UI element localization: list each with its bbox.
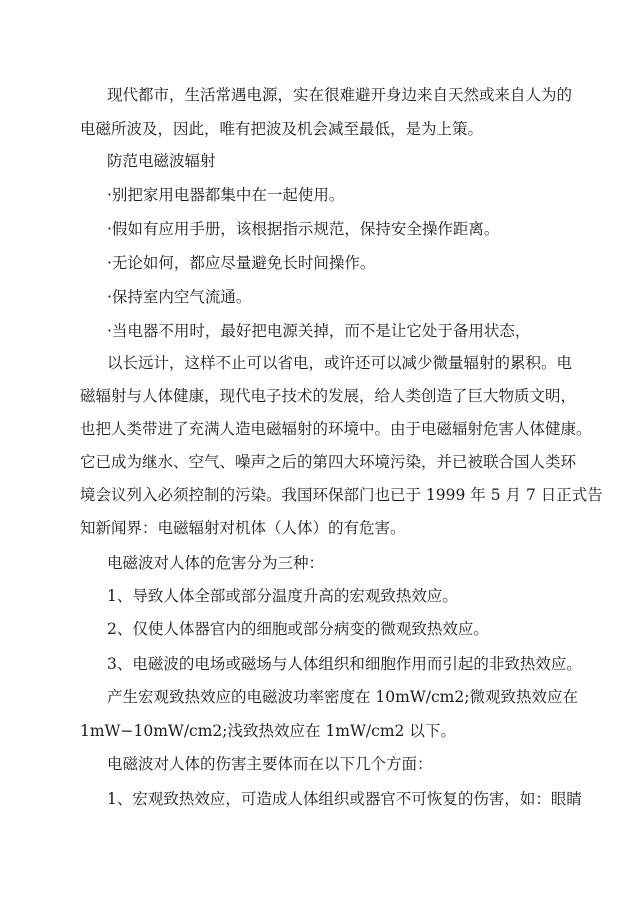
bullet-item: ·假如有应用手册，该根据指示规范，保持安全操作距离。 [107,220,500,238]
paragraph-body-line-2: 磁辐射与人体健康，现代电子技术的发展，给人类创造了巨大物质文明， [80,387,577,405]
list-item-3: 3、电磁波的电场或磁场与人体组织和细胞作用而引起的非致热效应。 [107,655,582,673]
paragraph-body-line-3: 也把人类带进了充满人造电磁辐射的环境中。由于电磁辐射危害人体健康。 [80,420,592,438]
paragraph-density-line-2: 1mW−10mW/cm2;浅致热效应在 1mW/cm2 以下。 [80,722,456,740]
paragraph-body-line-6: 知新闻界：电磁辐射对机体（人体）的有危害。 [80,519,406,537]
section-heading: 防范电磁波辐射 [107,152,216,170]
paragraph-body-line-1: 以长远计，这样不止可以省电，或许还可以减少微量辐射的累积。电 [107,354,573,372]
paragraph-hazard-intro: 电磁波对人体的危害分为三种： [107,554,325,572]
bullet-item: ·无论如何，都应尽量避免长时间操作。 [107,254,376,272]
list-item-injury-1: 1、宏观致热效应，可造成人体组织或器官不可恢复的伤害，如：眼睛 [107,790,582,808]
paragraph-body-line-4: 它已成为继水、空气、噪声之后的第四大环境污染，并已被联合国人类环 [80,453,577,471]
paragraph-body-line-5: 境会议列入必须控制的污染。我国环保部门也已于 1999 年 5 月 7 日正式告 [80,486,603,504]
paragraph-density-line-1: 产生宏观致热效应的电磁波功率密度在 10mW/cm2;微观致热效应在 [107,688,578,706]
paragraph-injury-intro: 电磁波对人体的伤害主要体而在以下几个方面： [107,755,433,773]
bullet-item: ·别把家用电器都集中在一起使用。 [107,186,345,204]
bullet-item: ·当电器不用时，最好把电源关掉，而不是让它处于备用状态， [107,322,531,340]
list-item-2: 2、仅使人体器官内的细胞或部分病变的微观致热效应。 [107,620,489,638]
bullet-item: ·保持室内空气流通。 [107,288,252,306]
paragraph-intro-line-2: 电磁所波及，因此，唯有把波及机会减至最低，是为上策。 [80,120,484,138]
list-item-1: 1、导致人体全部或部分温度升高的宏观致热效应。 [107,587,458,605]
paragraph-intro-line-1: 现代都市，生活常遇电源，实在很难避开身边来自天然或来自人为的 [107,86,573,104]
